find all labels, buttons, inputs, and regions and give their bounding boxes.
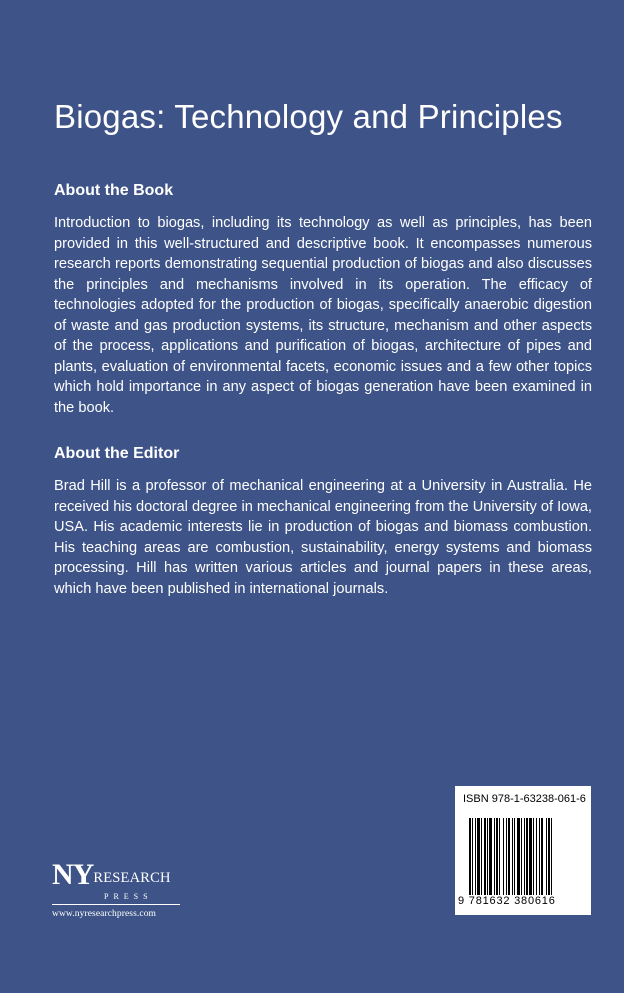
publisher-logo — [52, 860, 187, 919]
barcode-digits: 9 781632 380616 — [458, 895, 556, 907]
barcode-icon — [469, 818, 579, 895]
book-title: Biogas: Technology and Principles — [54, 98, 563, 135]
barcode-bar — [536, 818, 537, 895]
logo-press: PRESS — [104, 892, 153, 901]
barcode-bar — [524, 818, 525, 895]
publisher-url: www.nyresearchpress.com — [52, 909, 157, 919]
barcode-bar — [475, 818, 476, 895]
logo-research: RESEARCH — [93, 870, 171, 886]
barcode-bar — [487, 818, 488, 895]
about-book-heading: About the Book — [54, 182, 174, 199]
logo-divider — [52, 904, 180, 905]
barcode-bar — [481, 818, 482, 895]
barcode-bar — [539, 818, 540, 895]
publisher-wordmark — [52, 860, 187, 890]
barcode-bar — [469, 818, 471, 895]
about-book-text: Introduction to biogas, including its technology as well as principles, has been provided in this well-structured and descriptive book. It encompasses numerous research reports demonstrating sequential production of biogas and also discusses the principles and mechanisms involved in its operation. The efficacy of technologies adopted for the production of biogas, specifically anaerobic digestion of waste and gas production systems, its structure, mechanism and other aspects of the process, applications and purification of biogas, architecture of pipes and plants, evaluation of environmental facets, economic issues and a few other topics which hold importance in any aspect of biogas generation have been examined in the book. — [54, 215, 592, 416]
barcode-bar — [489, 818, 492, 895]
about-editor-text: Brad Hill is a professor of mechanical engineering at a University in Australia. He received his doctoral degree in mechanical engineering from the University of Iowa, USA. His academic interests lie in production of biogas and biomass combustion. His teaching areas are combustion, sustainability, energy systems and biomass processing. Hill has written various articles and journal papers in these areas, which have been published in international journals. — [54, 478, 592, 597]
barcode-bar — [472, 818, 473, 895]
barcode-bar — [514, 818, 515, 895]
barcode-bar — [494, 818, 495, 895]
barcode-bar — [517, 818, 520, 895]
barcode-bar — [508, 818, 510, 895]
isbn-label: ISBN 978-1-63238-061-6 — [463, 793, 586, 805]
barcode-bar — [512, 818, 513, 895]
barcode-bar — [526, 818, 528, 895]
barcode-bar — [546, 818, 547, 895]
barcode-bar — [496, 818, 498, 895]
barcode-bar — [506, 818, 507, 895]
barcode-bar — [551, 818, 552, 895]
barcode-bar — [477, 818, 480, 895]
barcode-bar — [503, 818, 504, 895]
barcode-bar — [541, 818, 543, 895]
barcode-bar — [484, 818, 486, 895]
barcode-bar — [533, 818, 534, 895]
barcode-bar — [529, 818, 532, 895]
logo-ny: NY — [52, 858, 94, 891]
barcode-panel — [455, 786, 591, 915]
barcode-bar — [521, 818, 522, 895]
about-editor-heading: About the Editor — [54, 445, 180, 462]
barcode-bar — [499, 818, 500, 895]
barcode-bar — [548, 818, 550, 895]
